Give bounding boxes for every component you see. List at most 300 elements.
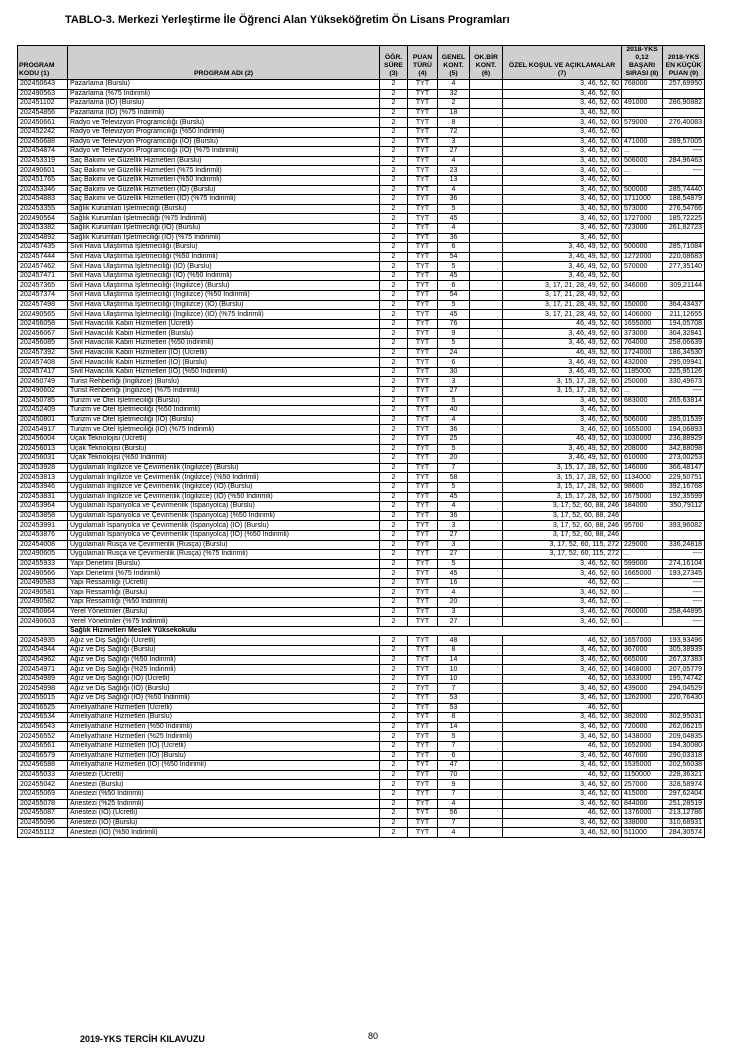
cell-rank-2018: 1438000 — [622, 732, 663, 742]
cell-program-name: Yapı Denetimi (Burslu) — [68, 559, 380, 569]
cell-conditions: 3, 46, 52, 60 — [503, 118, 622, 128]
cell-rank-2018: 98600 — [622, 482, 663, 492]
table-row — [18, 166, 705, 176]
cell-rank-2018: 1675000 — [622, 492, 663, 502]
table-row — [18, 406, 705, 416]
cell-ok-quota — [470, 550, 503, 560]
cell-program-name: Turist Rehberliği (İngilizce) (%75 İndirimli) — [68, 387, 380, 397]
cell-duration: 2 — [380, 262, 408, 272]
cell-rank-2018 — [622, 406, 663, 416]
cell-min-score-2018: 274,16104 — [663, 559, 705, 569]
cell-program-name: Sağlık Kurumları İşletmeciliği (Burslu) — [68, 204, 380, 214]
cell-rank-2018: ... — [622, 387, 663, 397]
cell-min-score-2018: 276,54766 — [663, 204, 705, 214]
cell-ok-quota — [470, 482, 503, 492]
cell-program-name: Uygulamalı İspanyolca ve Çevirmenlik (İspanyolca) (İÖ) (%50 İndirimli) — [68, 530, 380, 540]
cell-program-code: 202455087 — [18, 809, 68, 819]
cell-ok-quota — [470, 243, 503, 253]
cell-score-type: TYT — [408, 732, 438, 742]
cell-general-quota: 10 — [438, 674, 470, 684]
cell-program-code: 202490603 — [18, 617, 68, 627]
cell-rank-2018: 1262000 — [622, 694, 663, 704]
cell-program-code: 202453355 — [18, 204, 68, 214]
cell-program-code: 202453928 — [18, 463, 68, 473]
cell-min-score-2018: 185,72225 — [663, 214, 705, 224]
cell-min-score-2018 — [663, 271, 705, 281]
cell-score-type: TYT — [408, 684, 438, 694]
cell-rank-2018 — [622, 108, 663, 118]
cell-score-type: TYT — [408, 550, 438, 560]
cell-score-type: TYT — [408, 271, 438, 281]
cell-ok-quota — [470, 588, 503, 598]
cell-general-quota: 18 — [438, 108, 470, 118]
cell-score-type: TYT — [408, 454, 438, 464]
cell-min-score-2018: 251,28519 — [663, 799, 705, 809]
table-row — [18, 502, 705, 512]
cell-duration: 2 — [380, 415, 408, 425]
cell-program-name: Saç Bakımı ve Güzellik Hizmetleri (İÖ) (Burslu) — [68, 185, 380, 195]
header-program-name: PROGRAM ADI (2) — [68, 46, 380, 80]
cell-rank-2018 — [622, 511, 663, 521]
table-row — [18, 828, 705, 838]
cell-conditions: 46, 52, 60 — [503, 741, 622, 751]
cell-rank-2018 — [622, 233, 663, 243]
cell-min-score-2018: 267,37383 — [663, 655, 705, 665]
table-row — [18, 396, 705, 406]
cell-general-quota: 47 — [438, 761, 470, 771]
cell-min-score-2018: 265,63814 — [663, 396, 705, 406]
cell-program-code: 202453813 — [18, 473, 68, 483]
cell-program-code: 202490581 — [18, 588, 68, 598]
cell-duration: 2 — [380, 444, 408, 454]
table-row — [18, 665, 705, 675]
section-spacer — [18, 626, 68, 636]
cell-general-quota: 45 — [438, 492, 470, 502]
cell-rank-2018: 1655000 — [622, 319, 663, 329]
cell-min-score-2018: 350,79112 — [663, 502, 705, 512]
cell-duration: 2 — [380, 559, 408, 569]
cell-conditions: 46, 49, 52, 60 — [503, 434, 622, 444]
table-row — [18, 761, 705, 771]
table-row — [18, 329, 705, 339]
table-row — [18, 300, 705, 310]
cell-program-name: Ağız ve Diş Sağlığı (İÖ) (%50 İndirimli) — [68, 694, 380, 704]
cell-min-score-2018: 393,96082 — [663, 521, 705, 531]
table-row — [18, 387, 705, 397]
cell-conditions: 3, 46, 52, 60 — [503, 588, 622, 598]
cell-ok-quota — [470, 694, 503, 704]
cell-score-type: TYT — [408, 147, 438, 157]
cell-general-quota: 5 — [438, 262, 470, 272]
cell-rank-2018: 229000 — [622, 540, 663, 550]
cell-program-name: Saç Bakımı ve Güzellik Hizmetleri (%75 İndirimli) — [68, 166, 380, 176]
cell-min-score-2018: 295,09941 — [663, 358, 705, 368]
cell-program-code: 202453346 — [18, 185, 68, 195]
table-row — [18, 607, 705, 617]
cell-conditions: 46, 52, 60 — [503, 636, 622, 646]
table-row — [18, 636, 705, 646]
cell-general-quota: 36 — [438, 425, 470, 435]
cell-program-code: 202453964 — [18, 502, 68, 512]
cell-duration: 2 — [380, 185, 408, 195]
cell-general-quota: 48 — [438, 636, 470, 646]
cell-program-name: Turizm ve Otel İşletmeciliği (İÖ) (Burslu) — [68, 415, 380, 425]
cell-score-type: TYT — [408, 521, 438, 531]
cell-score-type: TYT — [408, 751, 438, 761]
cell-min-score-2018: 194,30080 — [663, 741, 705, 751]
cell-program-code: 202457374 — [18, 291, 68, 301]
cell-program-name: Uygulamalı Rusça ve Çevirmenlik (Rusça) (Burslu) — [68, 540, 380, 550]
cell-program-code: 202457408 — [18, 358, 68, 368]
cell-program-code: 202456543 — [18, 722, 68, 732]
cell-program-code: 202453876 — [18, 530, 68, 540]
cell-general-quota: 8 — [438, 713, 470, 723]
cell-duration: 2 — [380, 809, 408, 819]
cell-program-name: Ameliyathane Hizmetleri (İÖ) (Burslu) — [68, 751, 380, 761]
cell-ok-quota — [470, 406, 503, 416]
cell-min-score-2018: 188,54879 — [663, 195, 705, 205]
cell-program-code: 202457444 — [18, 252, 68, 262]
cell-program-code: 202454944 — [18, 646, 68, 656]
cell-program-code: 202490583 — [18, 578, 68, 588]
cell-conditions: 46, 52, 60 — [503, 703, 622, 713]
cell-rank-2018: 1711000 — [622, 195, 663, 205]
cell-min-score-2018: 194,06893 — [663, 425, 705, 435]
table-row — [18, 367, 705, 377]
cell-general-quota: 54 — [438, 252, 470, 262]
cell-program-name: Uygulamalı İspanyolca ve Çevirmenlik (İspanyolca) (%50 İndirimli) — [68, 511, 380, 521]
cell-general-quota: 24 — [438, 348, 470, 358]
cell-score-type: TYT — [408, 636, 438, 646]
cell-ok-quota — [470, 156, 503, 166]
cell-program-code: 202455112 — [18, 828, 68, 838]
cell-program-code: 202454971 — [18, 665, 68, 675]
cell-min-score-2018: 229,50751 — [663, 473, 705, 483]
cell-program-name: Sivil Havacılık Kabin Hizmetleri (%50 İndirimli) — [68, 339, 380, 349]
cell-score-type: TYT — [408, 799, 438, 809]
cell-score-type: TYT — [408, 722, 438, 732]
cell-min-score-2018: 228,36321 — [663, 770, 705, 780]
cell-score-type: TYT — [408, 319, 438, 329]
cell-general-quota: 27 — [438, 147, 470, 157]
page-title: TABLO-3. Merkezi Yerleştirme İle Öğrenci Alan Yükseköğretim Ön Lisans Programları — [65, 14, 510, 26]
cell-min-score-2018: ---- — [663, 598, 705, 608]
cell-ok-quota — [470, 358, 503, 368]
table-row — [18, 569, 705, 579]
cell-min-score-2018: 302,95031 — [663, 713, 705, 723]
cell-program-name: Ameliyathane Hizmetleri (İÖ) (Ücretli) — [68, 741, 380, 751]
cell-duration: 2 — [380, 156, 408, 166]
table-row — [18, 492, 705, 502]
cell-conditions: 3, 46, 52, 60 — [503, 665, 622, 675]
cell-ok-quota — [470, 789, 503, 799]
cell-rank-2018: 373000 — [622, 329, 663, 339]
cell-duration: 2 — [380, 578, 408, 588]
cell-ok-quota — [470, 425, 503, 435]
cell-ok-quota — [470, 780, 503, 790]
cell-general-quota: 13 — [438, 175, 470, 185]
cell-score-type: TYT — [408, 348, 438, 358]
table-row — [18, 243, 705, 253]
cell-min-score-2018: ---- — [663, 578, 705, 588]
cell-conditions: 3, 46, 52, 60 — [503, 156, 622, 166]
table-row — [18, 722, 705, 732]
table-row — [18, 175, 705, 185]
cell-general-quota: 32 — [438, 89, 470, 99]
cell-program-name: Ameliyathane Hizmetleri (%25 İndirimli) — [68, 732, 380, 742]
table-row — [18, 674, 705, 684]
cell-min-score-2018: 236,88929 — [663, 434, 705, 444]
cell-general-quota: 30 — [438, 367, 470, 377]
table-row — [18, 588, 705, 598]
cell-conditions: 3, 46, 49, 52, 60 — [503, 262, 622, 272]
cell-program-name: Anestezi (İÖ) (Ücretli) — [68, 809, 380, 819]
cell-duration: 2 — [380, 387, 408, 397]
table-row — [18, 99, 705, 109]
cell-rank-2018: 511000 — [622, 828, 663, 838]
table-row — [18, 473, 705, 483]
cell-program-code: 202451102 — [18, 99, 68, 109]
cell-ok-quota — [470, 761, 503, 771]
table-row — [18, 578, 705, 588]
cell-duration: 2 — [380, 195, 408, 205]
cell-score-type: TYT — [408, 80, 438, 90]
cell-program-code: 202451765 — [18, 175, 68, 185]
cell-score-type: TYT — [408, 396, 438, 406]
cell-duration: 2 — [380, 550, 408, 560]
cell-general-quota: 9 — [438, 329, 470, 339]
cell-duration: 2 — [380, 770, 408, 780]
cell-min-score-2018 — [663, 291, 705, 301]
cell-rank-2018: 506000 — [622, 415, 663, 425]
cell-min-score-2018: 262,06215 — [663, 722, 705, 732]
cell-general-quota: 5 — [438, 559, 470, 569]
cell-ok-quota — [470, 492, 503, 502]
cell-program-name: Uygulamalı Rusça ve Çevirmenlik (Rusça) (%75 İndirimli) — [68, 550, 380, 560]
cell-program-code: 202454989 — [18, 674, 68, 684]
cell-score-type: TYT — [408, 780, 438, 790]
cell-rank-2018: 208000 — [622, 444, 663, 454]
cell-rank-2018: 760000 — [622, 607, 663, 617]
cell-general-quota: 4 — [438, 415, 470, 425]
cell-rank-2018: 500000 — [622, 185, 663, 195]
cell-duration: 2 — [380, 703, 408, 713]
cell-score-type: TYT — [408, 300, 438, 310]
cell-program-name: Saç Bakımı ve Güzellik Hizmetleri (İÖ) (%75 İndirimli) — [68, 195, 380, 205]
table-row — [18, 444, 705, 454]
cell-score-type: TYT — [408, 387, 438, 397]
cell-rank-2018: 1134000 — [622, 473, 663, 483]
cell-program-name: Anestezi (Ücretli) — [68, 770, 380, 780]
cell-ok-quota — [470, 444, 503, 454]
cell-rank-2018: 764000 — [622, 339, 663, 349]
cell-program-code: 202450749 — [18, 377, 68, 387]
cell-ok-quota — [470, 454, 503, 464]
cell-conditions: 3, 46, 52, 60 — [503, 99, 622, 109]
cell-ok-quota — [470, 281, 503, 291]
cell-program-name: Pazarlama (Burslu) — [68, 80, 380, 90]
cell-program-code: 202456579 — [18, 751, 68, 761]
cell-general-quota: 3 — [438, 521, 470, 531]
cell-min-score-2018: 285,71084 — [663, 243, 705, 253]
cell-program-code: 202457392 — [18, 348, 68, 358]
cell-program-name: Sağlık Kurumları İşletmeciliği (İÖ) (%75 İndirimli) — [68, 233, 380, 243]
cell-ok-quota — [470, 684, 503, 694]
table-row — [18, 377, 705, 387]
cell-min-score-2018: 392,16768 — [663, 482, 705, 492]
cell-program-code: 202454917 — [18, 425, 68, 435]
cell-conditions: 3, 15, 17, 28, 52, 60 — [503, 473, 622, 483]
header-rank-2018: 2018-YKS 0,12 BAŞARI SIRASI (8) — [622, 46, 663, 80]
cell-duration: 2 — [380, 137, 408, 147]
cell-program-name: Turist Rehberliği (İngilizce) (Burslu) — [68, 377, 380, 387]
cell-rank-2018 — [622, 127, 663, 137]
cell-program-code: 202490605 — [18, 550, 68, 560]
cell-program-name: Anestezi (Burslu) — [68, 780, 380, 790]
cell-general-quota: 45 — [438, 569, 470, 579]
cell-score-type: TYT — [408, 377, 438, 387]
cell-min-score-2018: 290,03318 — [663, 751, 705, 761]
cell-duration: 2 — [380, 511, 408, 521]
cell-program-name: Sivil Hava Ulaştırma İşletmeciliği (İÖ) (Burslu) — [68, 262, 380, 272]
cell-min-score-2018: ---- — [663, 617, 705, 627]
table-row — [18, 617, 705, 627]
cell-program-code: 202457462 — [18, 262, 68, 272]
table-row — [18, 463, 705, 473]
cell-score-type: TYT — [408, 329, 438, 339]
cell-rank-2018 — [622, 530, 663, 540]
cell-program-code: 202454883 — [18, 195, 68, 205]
cell-min-score-2018: 213,12786 — [663, 809, 705, 819]
cell-program-name: Sağlık Kurumları İşletmeciliği (%75 İndirimli) — [68, 214, 380, 224]
cell-score-type: TYT — [408, 166, 438, 176]
cell-ok-quota — [470, 195, 503, 205]
cell-general-quota: 56 — [438, 809, 470, 819]
cell-ok-quota — [470, 521, 503, 531]
cell-rank-2018 — [622, 89, 663, 99]
cell-conditions: 3, 17, 21, 28, 49, 52, 60 — [503, 310, 622, 320]
cell-rank-2018: ... — [622, 617, 663, 627]
cell-conditions: 3, 46, 49, 52, 60 — [503, 367, 622, 377]
cell-general-quota: 54 — [438, 291, 470, 301]
cell-program-name: Sivil Havacılık Kabin Hizmetleri (İÖ) (%50 İndirimli) — [68, 367, 380, 377]
cell-general-quota: 5 — [438, 396, 470, 406]
cell-conditions: 3, 15, 17, 28, 52, 60 — [503, 387, 622, 397]
section-row — [18, 626, 705, 636]
cell-general-quota: 6 — [438, 243, 470, 253]
cell-conditions: 3, 15, 17, 28, 52, 60 — [503, 482, 622, 492]
cell-conditions: 3, 17, 21, 28, 49, 52, 60 — [503, 281, 622, 291]
cell-conditions: 46, 52, 60 — [503, 674, 622, 684]
cell-general-quota: 4 — [438, 156, 470, 166]
cell-program-code: 202454935 — [18, 636, 68, 646]
cell-min-score-2018 — [663, 511, 705, 521]
cell-program-code: 202450688 — [18, 137, 68, 147]
cell-score-type: TYT — [408, 214, 438, 224]
cell-conditions: 3, 46, 49, 52, 60 — [503, 454, 622, 464]
cell-min-score-2018: ---- — [663, 166, 705, 176]
cell-program-name: Pazarlama (İÖ) (%75 İndirimli) — [68, 108, 380, 118]
cell-min-score-2018: 276,40083 — [663, 118, 705, 128]
cell-ok-quota — [470, 674, 503, 684]
cell-conditions: 3, 46, 49, 52, 60 — [503, 271, 622, 281]
cell-general-quota: 27 — [438, 550, 470, 560]
cell-general-quota: 9 — [438, 780, 470, 790]
cell-ok-quota — [470, 540, 503, 550]
cell-rank-2018 — [622, 271, 663, 281]
cell-min-score-2018: 186,34530 — [663, 348, 705, 358]
cell-conditions: 3, 46, 52, 60 — [503, 789, 622, 799]
cell-program-name: Anestezi (İÖ) (%50 İndirimli) — [68, 828, 380, 838]
cell-score-type: TYT — [408, 444, 438, 454]
cell-min-score-2018: 285,74440 — [663, 185, 705, 195]
table-row — [18, 156, 705, 166]
cell-program-name: Sivil Havacılık Kabin Hizmetleri (İÖ) (Ücretli) — [68, 348, 380, 358]
table-row — [18, 358, 705, 368]
cell-conditions: 3, 46, 52, 60 — [503, 761, 622, 771]
cell-duration: 2 — [380, 252, 408, 262]
cell-duration: 2 — [380, 348, 408, 358]
table-row — [18, 741, 705, 751]
cell-min-score-2018: 273,00253 — [663, 454, 705, 464]
cell-min-score-2018: 294,04529 — [663, 684, 705, 694]
cell-program-name: Ameliyathane Hizmetleri (İÖ) (%50 İndirimli) — [68, 761, 380, 771]
cell-min-score-2018: 305,38939 — [663, 646, 705, 656]
cell-general-quota: 8 — [438, 118, 470, 128]
cell-min-score-2018: 207,05779 — [663, 665, 705, 675]
cell-min-score-2018: 211,12655 — [663, 310, 705, 320]
cell-duration: 2 — [380, 665, 408, 675]
cell-score-type: TYT — [408, 434, 438, 444]
cell-conditions: 3, 46, 52, 60 — [503, 108, 622, 118]
cell-duration: 2 — [380, 655, 408, 665]
cell-min-score-2018 — [663, 89, 705, 99]
cell-conditions: 3, 46, 49, 52, 60 — [503, 329, 622, 339]
cell-rank-2018: 1633000 — [622, 674, 663, 684]
cell-rank-2018: 1535000 — [622, 761, 663, 771]
cell-general-quota: 45 — [438, 214, 470, 224]
cell-conditions: 3, 46, 52, 60 — [503, 607, 622, 617]
cell-conditions: 3, 46, 49, 52, 60 — [503, 444, 622, 454]
cell-general-quota: 27 — [438, 387, 470, 397]
cell-ok-quota — [470, 147, 503, 157]
table-row — [18, 694, 705, 704]
cell-general-quota: 36 — [438, 195, 470, 205]
cell-program-name: Sivil Hava Ulaştırma İşletmeciliği (%50 İndirimli) — [68, 252, 380, 262]
cell-general-quota: 20 — [438, 454, 470, 464]
cell-program-name: Yapı Denetimi (%75 İndirimli) — [68, 569, 380, 579]
cell-conditions: 3, 46, 52, 60 — [503, 569, 622, 579]
cell-general-quota: 7 — [438, 684, 470, 694]
cell-rank-2018: 346000 — [622, 281, 663, 291]
cell-duration: 2 — [380, 406, 408, 416]
cell-general-quota: 76 — [438, 319, 470, 329]
cell-general-quota: 14 — [438, 722, 470, 732]
cell-program-name: Ağız ve Diş Sağlığı (%25 İndirimli) — [68, 665, 380, 675]
cell-conditions: 3, 46, 52, 60 — [503, 684, 622, 694]
cell-program-name: Radyo ve Televizyon Programcılığı (İÖ) (%75 İndirimli) — [68, 147, 380, 157]
cell-duration: 2 — [380, 598, 408, 608]
section-title: Sağlık Hizmetleri Meslek Yüksekokulu — [68, 626, 705, 636]
cell-ok-quota — [470, 770, 503, 780]
cell-score-type: TYT — [408, 598, 438, 608]
cell-conditions: 3, 46, 52, 60 — [503, 223, 622, 233]
cell-program-code: 202490566 — [18, 569, 68, 579]
cell-program-code: 202450785 — [18, 396, 68, 406]
cell-rank-2018 — [622, 291, 663, 301]
cell-duration: 2 — [380, 588, 408, 598]
cell-rank-2018: 1376000 — [622, 809, 663, 819]
